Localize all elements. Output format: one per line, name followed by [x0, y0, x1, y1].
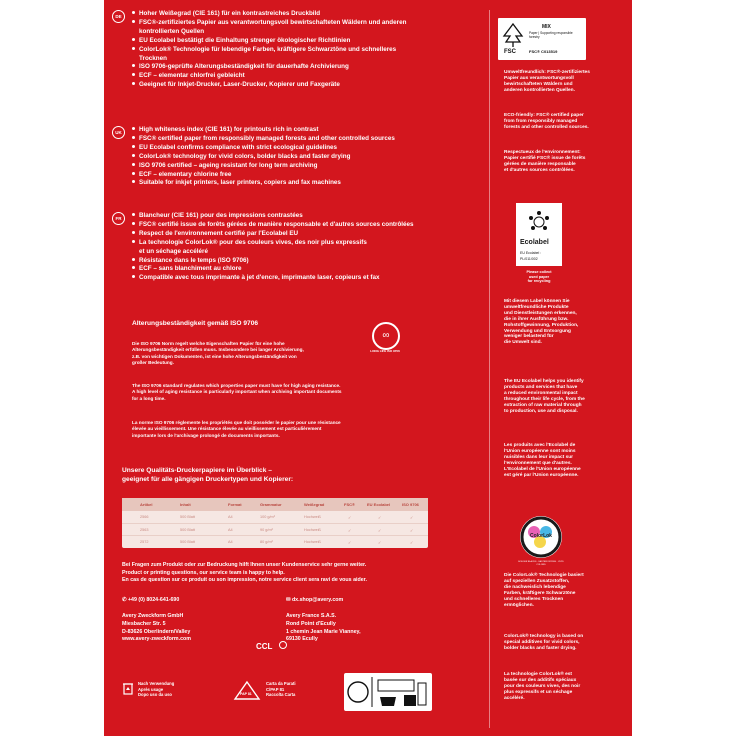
feature-line: Geeignet für Inkjet-Drucker, Laser-Drucker, Kopierer und Faxgeräte	[132, 81, 484, 90]
ecolabel-name: Ecolabel	[520, 239, 549, 246]
iso-paragraph-en: The ISO 9706 standard regulates which properties paper must have for high aging resistance. A high level of aging resistance is particularly important when archiving important documents for a long time.	[132, 383, 342, 401]
fsc-text-en: ECO-friendly: FSC® certified paper from from responsibly managed forests and other controlled sources.	[504, 113, 589, 130]
colorlok-text-fr: La technologie ColorLok® est basée sur des additifs spéciaux pour des couleurs vives, des noir plus expressifs et un séchage accéléré.	[504, 672, 581, 701]
fsc-mix-label: MIX	[542, 24, 551, 30]
ccl-logo: CCL	[256, 636, 290, 650]
colorlok-logo	[518, 514, 564, 566]
fsc-code: FSC® C013519	[529, 49, 558, 54]
feature-line: High whiteness index (CIE 161) for printouts rich in contrast	[132, 126, 484, 135]
fr-address: Avery France S.A.S. Rond Point d'Ecully 1 chemin Jean Marie Vianney, 69130 Ecully	[286, 613, 361, 643]
de-feature-list	[132, 10, 484, 90]
feature-line: EU Ecolabel confirms compliance with strict ecological guidelines	[132, 144, 484, 153]
product-overview-table	[122, 498, 428, 548]
lang-badge-fr: FR	[112, 212, 125, 225]
feature-line: EU Ecolabel bestätigt die Einhaltung strenger ökologischer Richtlinien	[132, 37, 484, 46]
feature-line: Résistance dans le temps (ISO 9706)	[132, 257, 484, 266]
feature-line: Trocknen	[139, 54, 167, 62]
feature-line: ColorLok® Technologie für lebendige Farben, kräftigere Schwarztöne und schnelleres	[132, 46, 484, 55]
ecolabel-text-en: The EU Ecolabel helps you identify products and services that have a reduced environmental impact throughout their life cycle, from the extraction of raw material through to production, use and disposal.	[504, 379, 585, 414]
email-icon: ✉	[286, 597, 291, 603]
long-life-infinity-icon: ∞	[372, 322, 400, 350]
column-header: Weißegrad	[304, 502, 325, 507]
ecolabel-flower-icon	[524, 207, 554, 237]
feature-line: FSC® certifié issue de forêts gérées de manière responsable et d'autres sources contrôlées	[132, 221, 484, 230]
feature-line: ECF – sans blanchiment au chlore	[132, 265, 484, 274]
feature-line: ISO 9706 certified – ageing resistant for long term archiving	[132, 162, 484, 171]
feature-line: Blancheur (CIE 161) pour des impressions contrastées	[132, 212, 484, 221]
product-back-sheet	[104, 0, 632, 736]
table-row: 2566 500 Blatt A4 100 g/m² Hochweiß ✓ ✓ ✓	[140, 515, 414, 520]
long-life-caption: LONG LIFE ISO 9706	[370, 349, 400, 353]
uk-feature-list	[132, 126, 484, 188]
de-address: Avery Zweckform GmbH Miesbacher Str. 5 D-83626 Oberlindern/Valley www.avery-zweckform.com	[122, 613, 191, 643]
column-header: Format	[228, 502, 242, 507]
ecolabel-number: PL/011/002	[520, 257, 538, 261]
service-text: Bei Fragen zum Produkt oder zur Bedruckung hilft Ihnen unser Kundenservice sehr gerne weiter. Product or printing questions, our service team is happy to help. En cas de question sur ce produit ou son impression, notre service client sera ravi de vous aider.	[122, 562, 367, 584]
colorlok-text-en: ColorLok® technology is based on special additives for vivid colors, bolder blacks and faster drying.	[504, 634, 584, 651]
feature-line: FSC®-zertifiziertes Papier aus verantwortungsvoll bewirtschafteten Wäldern und anderen	[132, 19, 484, 28]
ecolabel-text-de: Mit diesem Label können Sie umweltfreundliche Produkte und Dienstleistungen erkennen, die in ihrer Ausführung bzw. Rohstoffgewinnung, Produktion, Verwendung und Entsorgung weniger belastend für die Umwelt sind.	[504, 299, 579, 346]
lang-badge-uk: UK	[112, 126, 125, 139]
feature-line: Respect de l'environnement certifié par l'Ecolabel EU	[132, 230, 484, 239]
table-row: 2572 500 Blatt A4 80 g/m² Hochweiß ✓ ✓ ✓	[122, 535, 428, 548]
lang-badge-de: DE	[112, 10, 125, 23]
column-header: Artikel	[140, 502, 153, 507]
iso-paragraph-fr: La norme ISO 9706 réglemente les propriétés que doit posséder le papier pour une résistance élevée au vieillissement. Une résistance élevée au vieillissement est particulièrement importante lors de l'archivage prolongé de documents importants.	[132, 420, 341, 438]
feature-line: ColorLok® technology for vivid colors, bolder blacks and faster drying	[132, 153, 484, 162]
table-header	[122, 498, 428, 511]
iso-section-title: Alterungsbeständigkeit gemäß ISO 9706	[132, 320, 259, 327]
column-header: ISO 9706	[402, 502, 419, 507]
recycle-instructions: Nach Verwendung Après usage Dopo uso da uso	[138, 681, 175, 698]
paper-collection-text: Carta da Parati C/PAP 81 Raccolta Carta	[266, 681, 296, 698]
phone-number: +49 (0) 8024-641-690	[127, 597, 180, 603]
email-contact[interactable]	[286, 597, 343, 603]
fr-feature-list	[132, 212, 484, 283]
column-header: Grammatur	[260, 502, 282, 507]
feature-line: Compatible avec tous imprimante à jet d'encre, imprimante laser, copieurs et fax	[132, 274, 484, 283]
ecolabel-caption: Please collect used paper for recycling	[526, 270, 552, 284]
phone-contact[interactable]	[122, 597, 179, 603]
column-divider	[489, 10, 490, 728]
fsc-tree-icon	[502, 22, 524, 48]
recycling-bin-icon	[122, 681, 134, 695]
triman-sorting-logo	[344, 673, 432, 711]
eu-ecolabel-logo	[516, 203, 562, 266]
table-row: 2563 500 Blatt A4 90 g/m² Hochweiß ✓ ✓ ✓	[122, 523, 428, 536]
feature-line: ISO 9706-geprüfte Alterungsbeständigkeit für dauerhafte Archivierung	[132, 63, 484, 72]
feature-line: et un séchage accéléré	[139, 247, 208, 255]
recycle-triangle-icon	[232, 680, 262, 702]
fsc-text-fr: Respectueux de l'environnement: Papier certifié FSC® issue de forêts gérées de manière responsable et d'autres sources contrôlées.	[504, 150, 586, 173]
column-header: Inhalt	[180, 502, 191, 507]
website-link[interactable]: www.avery-zweckform.com	[122, 636, 191, 643]
recycle-code: PAP 81	[240, 692, 252, 696]
fsc-text-de: Umweltfreundlich: FSC®-zertifiziertes Papier aus verantwortungsvoll bewirtschafteten Wäldern und anderen kontrollierten Quellen.	[504, 70, 590, 93]
column-header: FSC®	[344, 502, 355, 507]
phone-icon: ✆	[122, 597, 127, 603]
feature-line: Hoher Weißegrad (CIE 161) für ein kontrastreiches Druckbild	[132, 10, 484, 19]
colorlok-text-de: Die ColorLok® Technologie basiert auf speziellen Zusatzstoffen, die nachweislich lebendige Farben, kräftigere Schwarztöne und schnelleres Trocknen ermöglichen.	[504, 573, 584, 608]
fsc-logo	[498, 18, 586, 60]
overview-title: Unsere Qualitäts-Druckerpapiere im Überblick – geeignet für alle gängigen Druckertypen und Kopierer:	[122, 467, 294, 483]
fsc-mix-subtitle: Paper | Supporting responsible forestry	[529, 31, 573, 40]
feature-line: kontrollierten Quellen	[139, 27, 205, 35]
feature-line: La technologie ColorLok® pour des couleurs vives, des noir plus expressifs	[132, 239, 484, 248]
email-address: dx.shop@avery.com	[291, 597, 344, 603]
feature-line: ECF – elementary chlorine free	[132, 171, 484, 180]
iso-paragraph-de: Die ISO 9706 Norm regelt welche Eigenschaften Papier für eine hohe Alterungsbeständigkeit erfüllen muss. Insbesondere bei langer Archivierung, z.B. von wichtigen Dokumenten, ist eine hohe Alterungsbeständigkeit von großer Bedeutung.	[132, 341, 304, 365]
feature-line: ECF – elementar chlorfrei gebleicht	[132, 72, 484, 81]
fsc-label: FSC	[504, 49, 516, 55]
column-header: EU Ecolabel	[367, 502, 391, 507]
colorlok-ring-text: BOLDER BLACKS · FASTER DRYING · VIVID COLORS	[518, 561, 564, 566]
feature-line: Suitable for inkjet printers, laser printers, copiers and fax machines	[132, 179, 484, 188]
ecolabel-code: EU Ecolabel :	[520, 251, 542, 255]
feature-line: FSC® certified paper from responsibly managed forests and other controlled sources	[132, 135, 484, 144]
ecolabel-text-fr: Les produits avec l'Ecolabel de l'Union européenne sont moins nuisibles dans leur impact sur l'environnement que d'autres. L'Ecolabel de l'Union européenne est géré par l'Union européenne.	[504, 443, 581, 478]
colorlok-name: ColorLok	[530, 533, 552, 539]
